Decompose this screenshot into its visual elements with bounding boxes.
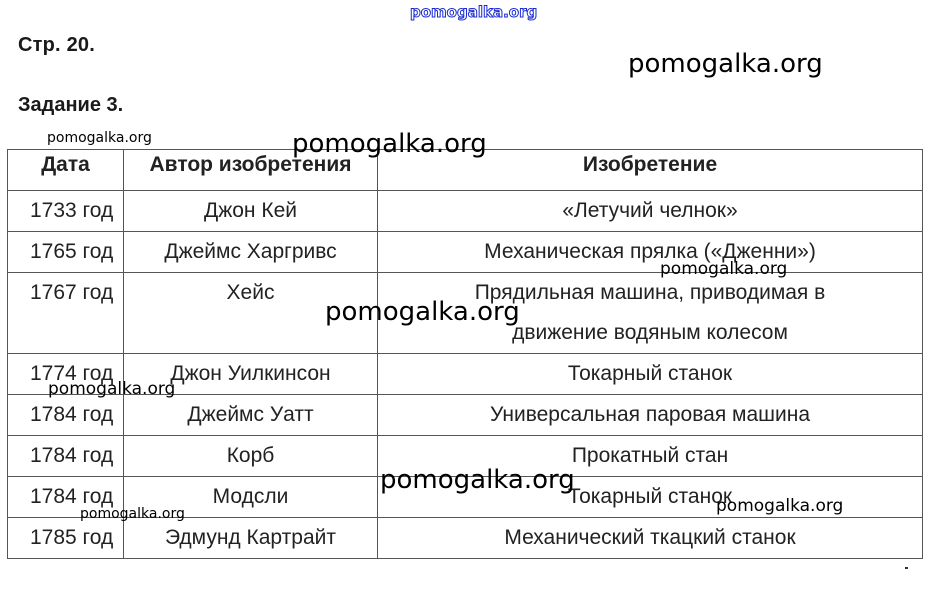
cell-author: Хейс bbox=[124, 273, 378, 354]
invention-line: «Летучий челнок» bbox=[562, 199, 738, 222]
table-row bbox=[8, 395, 923, 436]
table-row bbox=[8, 273, 923, 354]
cell-date: 1784 год bbox=[8, 436, 124, 477]
page-number: Стр. 20. bbox=[18, 34, 95, 56]
table-row bbox=[8, 518, 923, 559]
watermark-top: pomogalka.org bbox=[410, 3, 538, 21]
cell-invention bbox=[378, 354, 923, 395]
cell-date: 1733 год bbox=[8, 191, 124, 232]
cell-author: Модсли bbox=[124, 477, 378, 518]
cell-date: 1784 год bbox=[8, 395, 124, 436]
invention-line: Механическая прялка («Дженни») bbox=[484, 240, 816, 263]
cell-author: Эдмунд Картрайт bbox=[124, 518, 378, 559]
header-invention: Изобретение bbox=[378, 150, 923, 191]
table-header-row bbox=[8, 150, 923, 191]
watermark-row5-left: pomogalka.org bbox=[48, 379, 176, 399]
watermark-row3-right: pomogalka.org bbox=[660, 259, 788, 279]
cell-author: Корб bbox=[124, 436, 378, 477]
cell-invention bbox=[378, 395, 923, 436]
watermark-header-overlay: pomogalka.org bbox=[292, 129, 487, 159]
watermark-row8-right: pomogalka.org bbox=[716, 496, 844, 516]
cell-author: Джон Уилкинсон bbox=[124, 354, 378, 395]
invention-line: движение водяным колесом bbox=[512, 321, 788, 344]
invention-line: Механический ткацкий станок bbox=[504, 526, 796, 549]
cell-date: 1784 год bbox=[8, 477, 124, 518]
cell-author: Джон Кей bbox=[124, 191, 378, 232]
stray-mark bbox=[905, 567, 908, 569]
table-row bbox=[8, 436, 923, 477]
header-date: Дата bbox=[8, 150, 124, 191]
cell-author: Джеймс Уатт bbox=[124, 395, 378, 436]
header-author: Автор изобретения bbox=[124, 150, 378, 191]
cell-date: 1765 год bbox=[8, 232, 124, 273]
cell-date: 1785 год bbox=[8, 518, 124, 559]
cell-invention bbox=[378, 273, 923, 354]
invention-line: Токарный станок bbox=[567, 362, 733, 385]
inventions-table bbox=[7, 149, 923, 559]
cell-author: Джеймс Харгривс bbox=[124, 232, 378, 273]
cell-date: 1774 год bbox=[8, 354, 124, 395]
watermark-row7-center: pomogalka.org bbox=[380, 465, 575, 495]
watermark-row3-center: pomogalka.org bbox=[325, 297, 520, 327]
cell-invention bbox=[378, 191, 923, 232]
invention-line: Универсальная паровая машина bbox=[489, 403, 811, 426]
table-row bbox=[8, 232, 923, 273]
watermark-row8-left: pomogalka.org bbox=[80, 506, 185, 522]
cell-invention bbox=[378, 436, 923, 477]
task-title: Задание 3. bbox=[18, 94, 124, 116]
cell-invention bbox=[378, 518, 923, 559]
table-row bbox=[8, 477, 923, 518]
table-row bbox=[8, 191, 923, 232]
watermark-right-large: pomogalka.org bbox=[628, 49, 823, 79]
invention-line: Прокатный стан bbox=[571, 444, 729, 467]
invention-line: Токарный станок bbox=[567, 485, 733, 508]
invention-line: Прядильная машина, приводимая в bbox=[474, 281, 826, 304]
cell-invention bbox=[378, 477, 923, 518]
watermark-above-table: pomogalka.org bbox=[47, 130, 152, 146]
table-row bbox=[8, 354, 923, 395]
cell-invention bbox=[378, 232, 923, 273]
cell-date: 1767 год bbox=[8, 273, 124, 354]
